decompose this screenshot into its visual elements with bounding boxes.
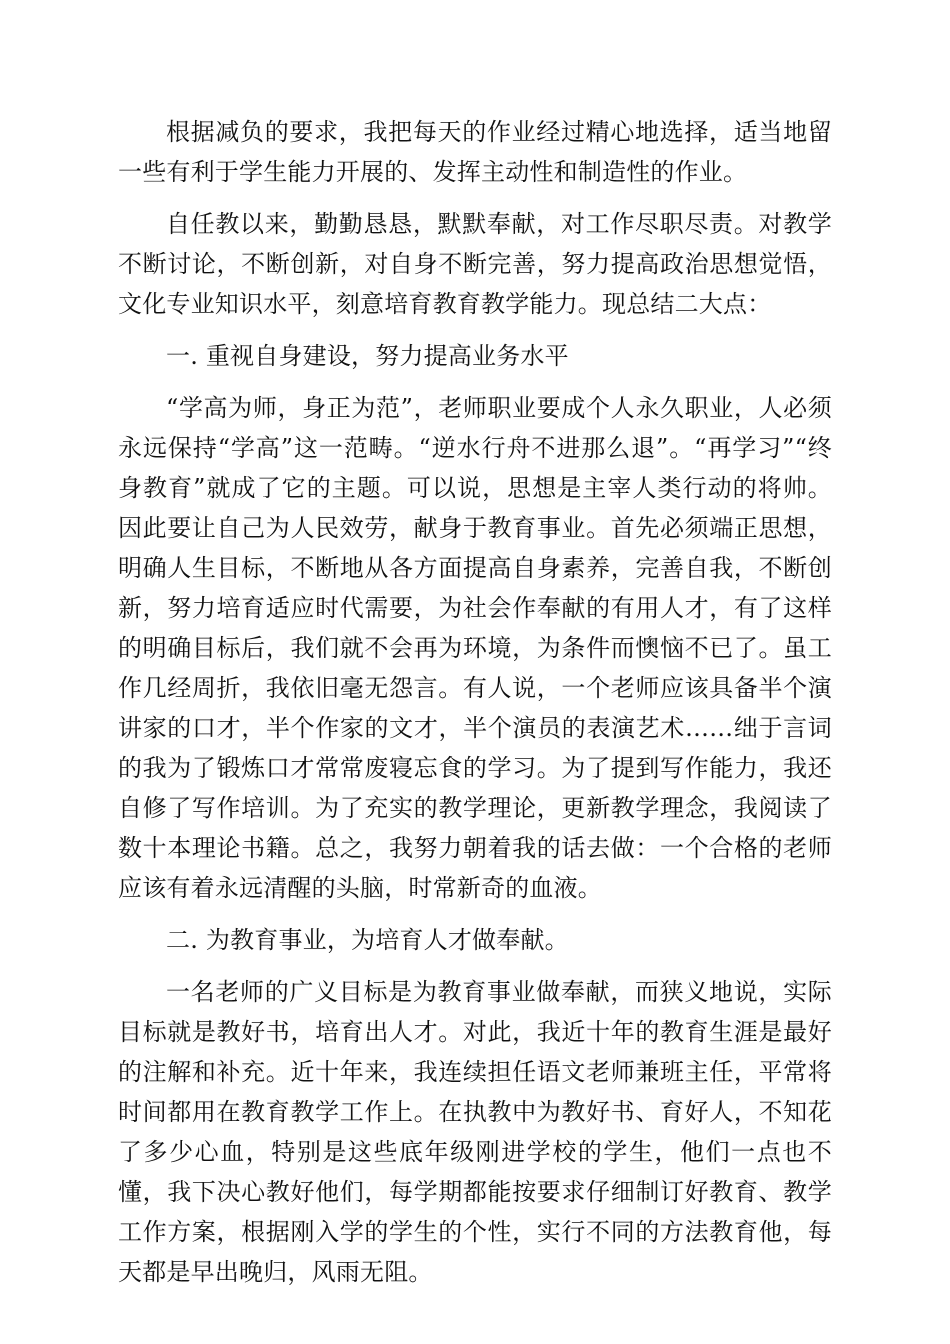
paragraph-intro-summary: 自任教以来，勤勤恳恳，默默奉献，对工作尽职尽责。对教学不断讨论，不断创新，对自身不断完善，努力提高政治思想觉悟，文化专业知识水平，刻意培育教育教学能力。现总结二大点： <box>118 210 832 318</box>
section-heading-two: 二. 为教育事业，为培育人才做奉献。 <box>166 926 569 954</box>
paragraph-self-improvement: “学高为师，身正为范”，老师职业要成个人永久职业，人必须永远保持“学高”这一范畴。“逆水行舟不进那么退”。“再学习”“终身教育”就成了它的主题。可以说，思想是主宰人类行动的将帅。因此要让自己为人民效劳，献身于教育事业。首先必须端正思想，明确人生目标，不断地从各方面提高自身素养，完善自我，不断创新，努力培育适应时代需要，为社会作奉献的有用人才，有了这样的明确目标后，我们就不会再为环境，为条件而懊恼不已了。虽工作几经周折，我依旧毫无怨言。有人说，一个老师应该具备半个演讲家的口才，半个作家的文才，半个演员的表演艺术……绌于言词的我为了锻炼口才常常废寝忘食的学习。为了提到写作能力，我还自修了写作培训。为了充实的教学理论，更新教学理念，我阅读了数十本理论书籍。总之，我努力朝着我的话去做：一个合格的老师应该有着永远清醒的头脑，时常新奇的血液。 <box>118 394 832 902</box>
paragraph-dedication: 一名老师的广义目标是为教育事业做奉献，而狭义地说，实际目标就是教好书，培育出人才。对此，我近十年的教育生涯是最好的注解和补充。近十年来，我连续担任语文老师兼班主任，平常将时间都用在教育教学工作上。在执教中为教好书、育好人，不知花了多少心血，特别是这些底年级刚进学校的学生，他们一点也不懂，我下决心教好他们，每学期都能按要求仔细制订好教育、教学工作方案，根据刚入学的学生的个性，实行不同的方法教育他，每天都是早出晚归，风雨无阻。 <box>118 978 832 1286</box>
section-heading-one: 一. 重视自身建设，努力提高业务水平 <box>166 342 569 370</box>
paragraph-homework: 根据减负的要求，我把每天的作业经过精心地选择，适当地留一些有利于学生能力开展的、发挥主动性和制造性的作业。 <box>118 118 832 186</box>
